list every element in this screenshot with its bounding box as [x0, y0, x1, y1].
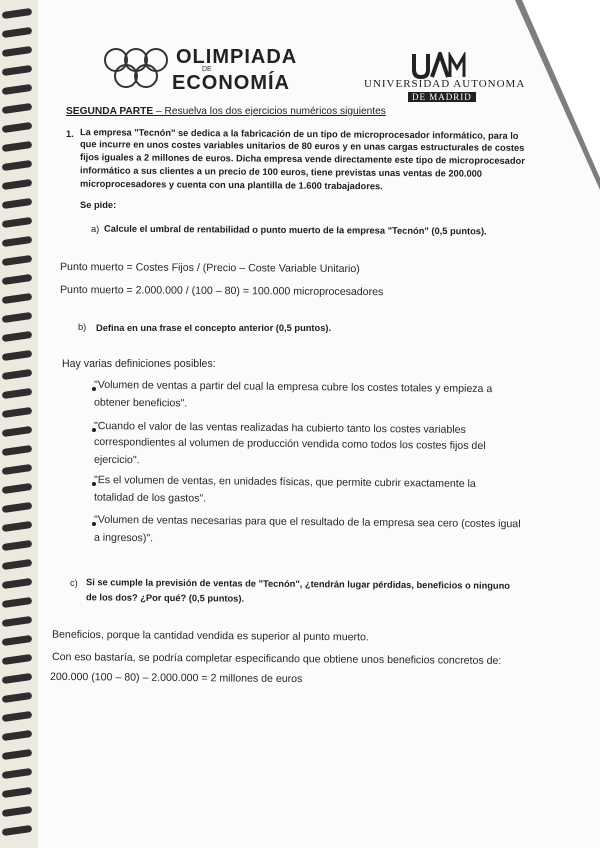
spiral-coil [2, 198, 33, 209]
spiral-coil [2, 255, 33, 266]
definition-line: ejercicio". [93, 453, 140, 467]
spiral-coil [2, 787, 33, 798]
spiral-coil [2, 84, 33, 95]
spiral-coil [2, 274, 33, 285]
olimpiada-economia-logo [98, 42, 298, 98]
logo-de-text: DE [202, 66, 212, 73]
definition-line: "Volumen de ventas necesarias para que el resultado de la empresa sea cero (costes igual [93, 513, 521, 531]
spiral-coil [2, 407, 33, 418]
spiral-coil [2, 65, 33, 76]
spiral-coil [2, 711, 33, 722]
definition-line: obtener beneficios". [93, 396, 188, 410]
spiral-coil [2, 27, 33, 38]
page-corner-fold [522, 0, 600, 178]
spiral-coil [2, 293, 33, 304]
section-heading [66, 106, 386, 117]
definition-line: totalidad de los gastos". [93, 491, 207, 505]
spiral-coil [2, 369, 33, 380]
spiral-coil [2, 692, 33, 703]
spiral-coil [2, 312, 33, 323]
spiral-coil [2, 179, 33, 190]
statement-line: fijos iguales a 2 millones de euros. Dicha empresa vende directamente este tipo de microprocesador [79, 152, 525, 166]
question-a-text: Calcule el umbral de rentabilidad o punto muerto de la empresa "Tecnón" (0,5 puntos). [103, 223, 487, 237]
logo-universidad-text: UNIVERSIDAD AUTONOMA [364, 78, 526, 90]
question-b-label: b) [78, 322, 87, 332]
statement-line: microprocesadores y cuenta con una plantilla de 1.600 trabajadores. [79, 178, 383, 192]
spiral-coil [2, 483, 33, 494]
question-b-text: Defina en una frase el concepto anterior (0,5 puntos). [96, 323, 332, 333]
answer-b-intro: Hay varias definiciones posibles: [62, 358, 216, 370]
spiral-coil [2, 616, 33, 627]
olympic-rings-icon [98, 42, 168, 98]
definition-line: a ingresos)". [93, 531, 154, 545]
spiral-coil [2, 597, 33, 608]
spiral-coil [2, 521, 33, 532]
spiral-coil [2, 103, 33, 114]
spiral-coil [2, 768, 33, 779]
question-c-text: Si se cumple la previsión de ventas de "Tecnón", ¿tendrán lugar pérdidas, beneficios o ninguno [85, 577, 511, 591]
spiral-coil [2, 825, 33, 836]
spiral-coil [2, 388, 33, 399]
spiral-coil [2, 331, 33, 342]
spiral-coil [2, 673, 33, 684]
spiral-coil [2, 730, 33, 741]
answer-c-line: Con eso bastaría, se podría completar especificando que obtiene unos beneficios concretos de: [51, 651, 502, 667]
spiral-coil [2, 217, 33, 228]
exercise-number: 1. [66, 129, 74, 139]
answer-a-result: Punto muerto = 2.000.000 / (100 – 80) = 100.000 microprocesadores [59, 283, 384, 299]
spiral-coil [2, 749, 33, 760]
spiral-coil [2, 141, 33, 152]
spiral-coil [2, 806, 33, 817]
spiral-coil [2, 445, 33, 456]
spiral-coil [2, 236, 33, 247]
statement-line: La empresa "Tecnón" se dedica a la fabricación de un tipo de microprocesador informático, para lo [79, 127, 519, 141]
question-c-text: de los dos? ¿Por qué? (0,5 puntos). [85, 592, 245, 604]
uam-mark-icon [410, 52, 468, 80]
definition-line: "Cuando el valor de las ventas realizadas ha cubierto tanto los costes variables [93, 420, 466, 436]
logo-economia-text: ECONOMÍA [172, 72, 290, 94]
spiral-coil [2, 160, 33, 171]
logo-madrid-text: DE MADRID [408, 92, 476, 102]
spiral-coil [2, 350, 33, 361]
definition-line: "Es el volumen de ventas, en unidades físicas, que permite cubrir exactamente la [93, 474, 476, 490]
section-part: SEGUNDA PARTE [66, 106, 154, 117]
uam-logo [364, 52, 526, 107]
spiral-binding [0, 0, 38, 848]
logo-olimpiada-text: OLIMPIADA [176, 46, 298, 68]
spiral-coil [2, 426, 33, 437]
answer-c-line: Beneficios, porque la cantidad vendida es superior al punto muerto. [51, 628, 369, 644]
spiral-coil [2, 578, 33, 589]
spiral-coil [2, 464, 33, 475]
spiral-coil [2, 502, 33, 513]
se-pide-label: Se pide: [80, 200, 117, 210]
answer-a-formula: Punto muerto = Costes Fijos / (Precio – Coste Variable Unitario) [59, 260, 360, 276]
spiral-coil [2, 635, 33, 646]
question-a-label: a) [91, 224, 100, 234]
definition-line: correspondientes al volumen de producción vendida como todos los costes fijos del [93, 435, 486, 453]
spiral-coil [2, 122, 33, 133]
answer-c-line: 200.000 (100 – 80) – 2.000.000 = 2 millones de euros [49, 670, 303, 686]
section-instruction: – Resuelva los dos ejercicios numéricos siguientes [153, 106, 386, 117]
spiral-coil [2, 8, 33, 19]
definition-line: "Volumen de ventas a partir del cual la empresa cubre los costes totales y empieza a [93, 378, 493, 396]
spiral-coil [2, 46, 33, 57]
spiral-coil [2, 559, 33, 570]
statement-line: que incurre en unos costes variables unitarios de 80 euros y en unas cargas estructurales de costes [79, 139, 525, 153]
spiral-coil [2, 654, 33, 665]
spiral-coil [2, 540, 33, 551]
question-c-label: c) [70, 578, 78, 588]
statement-line: informático a sus clientes a un precio de 100 euros, tiene previstas unas ventas de 200.000 [79, 165, 483, 179]
